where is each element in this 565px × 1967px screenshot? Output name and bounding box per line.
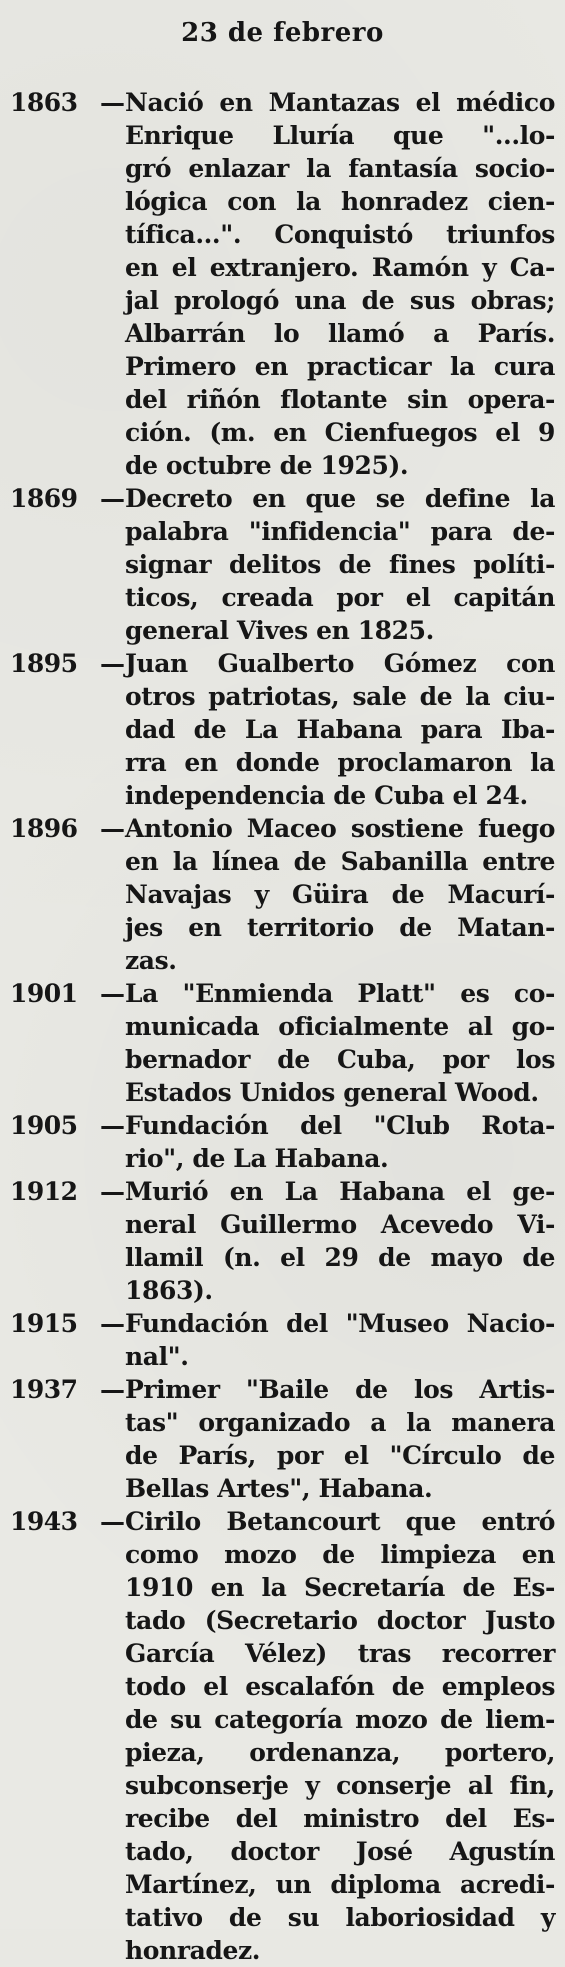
entry-year: 1943: [10, 1507, 78, 1536]
entry-text-line: Murió en La Habana el ge-: [125, 1177, 555, 1206]
entry-year: 1915: [10, 1309, 78, 1338]
entry-dash: —: [100, 484, 125, 513]
page-title: 23 de febrero: [181, 18, 384, 48]
entry-text-line: tado (Secretario doctor Justo: [125, 1606, 555, 1635]
entry-text-line: Martínez, un diploma acredi-: [125, 1870, 555, 1899]
entry-text: [125, 1175, 555, 1307]
entry-text-line: como mozo de limpieza en: [125, 1540, 555, 1569]
entry-text-line: tas" organizado a la manera: [125, 1408, 555, 1437]
entry-text-line: Bellas Artes", Habana.: [125, 1474, 433, 1503]
entry-text-line: recibe del ministro del Es-: [125, 1804, 555, 1833]
ephemeris-entry: [10, 1307, 555, 1373]
entry-text-line: Cirilo Betancourt que entró: [125, 1507, 555, 1536]
entry-text-line: Decreto en que se define la: [125, 484, 555, 513]
entry-text-line: jal prologó una de sus obras;: [125, 286, 555, 315]
ephemeris-entry: [10, 1505, 555, 1967]
ephemeris-entry: [10, 1175, 555, 1307]
entry-dash: —: [100, 979, 125, 1008]
entry-text-line: Juan Gualberto Gómez con: [125, 649, 555, 678]
entry-text-line: pieza, ordenanza, portero,: [125, 1738, 555, 1767]
entry-text-line: todo el escalafón de empleos: [125, 1672, 555, 1701]
entry-text-line: rra en donde proclamaron la: [125, 748, 555, 777]
entry-text: [125, 812, 555, 977]
entry-text-line: rio", de La Habana.: [125, 1144, 389, 1173]
entry-dash: —: [100, 649, 125, 678]
entry-text-line: subconserje y conserje al fin,: [125, 1771, 555, 1800]
entry-year: 1901: [10, 979, 78, 1008]
entry-text-line: bernador de Cuba, por los: [125, 1045, 555, 1074]
entry-text-line: nal".: [125, 1342, 189, 1371]
entry-text-line: palabra "infidencia" para de-: [125, 517, 555, 546]
entry-text-line: de su categoría mozo de liem-: [125, 1705, 555, 1734]
entry-year: 1912: [10, 1177, 78, 1206]
entry-text: [125, 1373, 555, 1505]
entry-text-line: García Vélez) tras recorrer: [125, 1639, 555, 1668]
entry-dash: —: [100, 88, 125, 117]
entry-text-line: Navajas y Güira de Macurí-: [125, 880, 555, 909]
entry-text: [125, 482, 555, 647]
ephemeris-entry: [10, 647, 555, 812]
entry-text-line: del riñón flotante sin opera-: [125, 385, 555, 414]
entry-text: [125, 977, 555, 1109]
entry-dash: —: [100, 1309, 125, 1338]
entry-text-line: general Vives en 1825.: [125, 616, 434, 645]
entry-text-line: otros patriotas, sale de la ciu-: [125, 682, 555, 711]
entry-dash: —: [100, 1111, 125, 1140]
entry-text: [125, 1505, 555, 1967]
entry-text-line: ción. (m. en Cienfuegos el 9: [125, 418, 555, 447]
entry-text-line: 1863).: [125, 1276, 213, 1305]
entry-text-line: Antonio Maceo sostiene fuego: [125, 814, 555, 843]
entry-text-line: en el extranjero. Ramón y Ca-: [125, 253, 555, 282]
entry-text-line: zas.: [125, 946, 177, 975]
entry-text-line: Estados Unidos general Wood.: [125, 1078, 539, 1107]
entry-text: [125, 1307, 555, 1373]
entry-text-line: Fundación del "Club Rota-: [125, 1111, 555, 1140]
entry-text-line: tativo de su laboriosidad y: [125, 1903, 555, 1932]
entry-text-line: Primero en practicar la cura: [125, 352, 555, 381]
entry-year: 1869: [10, 484, 78, 513]
entry-text-line: independencia de Cuba el 24.: [125, 781, 528, 810]
entry-text-line: 1910 en la Secretaría de Es-: [125, 1573, 555, 1602]
ephemeris-entry: [10, 1109, 555, 1175]
entry-year: 1905: [10, 1111, 78, 1140]
ephemeris-entry: [10, 812, 555, 977]
entry-text-line: ticos, creada por el capitán: [125, 583, 555, 612]
entry-text-line: tado, doctor José Agustín: [125, 1837, 555, 1866]
ephemeris-entry: [10, 482, 555, 647]
ephemeris-entry: [10, 1373, 555, 1505]
entry-text-line: tífica...". Conquistó triunfos: [125, 220, 555, 249]
ephemeris-entry: [10, 977, 555, 1109]
entry-text-line: Nació en Mantazas el médico: [125, 88, 555, 117]
entry-dash: —: [100, 1507, 125, 1536]
entry-dash: —: [100, 814, 125, 843]
entry-text-line: de París, por el "Círculo de: [125, 1441, 555, 1470]
entry-text-line: Enrique Lluría que "...lo-: [125, 121, 555, 150]
entry-text-line: La "Enmienda Platt" es co-: [125, 979, 555, 1008]
entry-text-line: Primer "Baile de los Artis-: [125, 1375, 555, 1404]
entry-text-line: jes en territorio de Matan-: [125, 913, 555, 942]
entry-text: [125, 647, 555, 812]
entry-text-line: en la línea de Sabanilla entre: [125, 847, 555, 876]
entry-year: 1895: [10, 649, 78, 678]
entry-text: [125, 1109, 555, 1175]
entry-text-line: de octubre de 1925).: [125, 451, 409, 480]
ephemeris-list: [10, 86, 555, 1967]
entry-text-line: llamil (n. el 29 de mayo de: [125, 1243, 555, 1272]
entry-text-line: gró enlazar la fantasía socio-: [125, 154, 555, 183]
entry-year: 1896: [10, 814, 78, 843]
entry-text-line: honradez.: [125, 1936, 261, 1965]
entry-text-line: neral Guillermo Acevedo Vi-: [125, 1210, 555, 1239]
entry-year: 1863: [10, 88, 78, 117]
entry-text-line: signar delitos de fines políti-: [125, 550, 555, 579]
entry-dash: —: [100, 1177, 125, 1206]
entry-text-line: dad de La Habana para Iba-: [125, 715, 555, 744]
entry-text-line: Albarrán lo llamó a París.: [125, 319, 555, 348]
ephemeris-entry: [10, 86, 555, 482]
entry-text: [125, 86, 555, 482]
entry-text-line: lógica con la honradez cien-: [125, 187, 555, 216]
entry-text-line: Fundación del "Museo Nacio-: [125, 1309, 555, 1338]
entry-dash: —: [100, 1375, 125, 1404]
entry-text-line: municada oficialmente al go-: [125, 1012, 555, 1041]
entry-year: 1937: [10, 1375, 78, 1404]
